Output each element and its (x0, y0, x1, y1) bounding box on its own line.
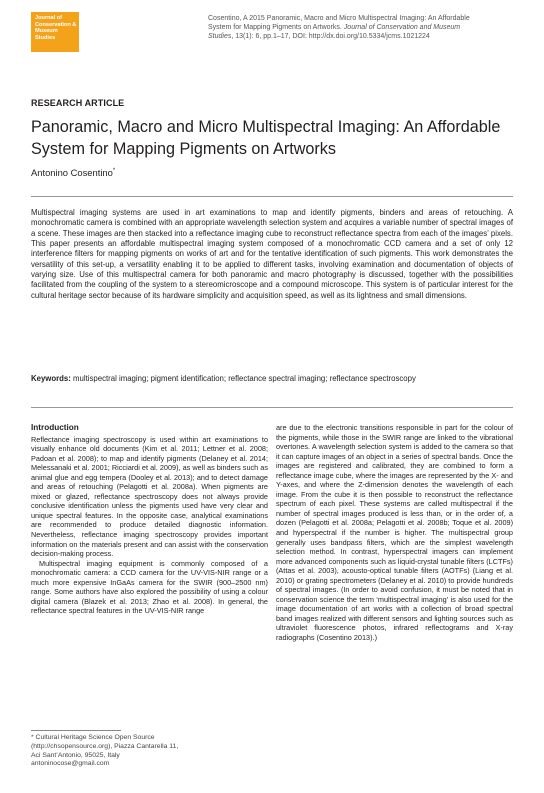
citation-doi: , 13(1): 6, pp.1–17, DOI: http://dx.doi.org/10.5334/jcms.1021224 (231, 33, 430, 41)
keywords (31, 374, 513, 384)
paragraph: Reflectance imaging spectroscopy is used within art examinations to visually enhance old documents (Kim et al. 2011; Lettner et al. 2008; Padoan et al. 2008); to map and identify pigments (Delaney et al. 2014; Melessanaki et al. 2001; Ricciardi et al. 2009), as well as binders such as animal glue and egg tempera (Dooley et al. 2013); and to detect damage and areas of retouching (Pelagotti et al. 2008a). When pigments are mixed or glazed, reflectance spectroscopy does not always provide conclusive identification unless the pigments used have very clear and unique spectral features. In the opposite case, analytical examinations are recommended to produce detailed diagnostic information. Nevertheless, reflectance imaging spectroscopy provides important information on the materials present and can assist with the conservation decision-making process. (31, 434, 268, 559)
divider-body (31, 407, 513, 408)
keywords-label: Keywords: (31, 374, 71, 383)
section-heading-introduction: Introduction (31, 423, 79, 432)
author-name: Antonino Cosentino (31, 167, 113, 178)
body-column-right (276, 423, 513, 643)
body-column-left (31, 423, 268, 616)
logo-line-2: Conservation & (35, 21, 77, 28)
article-type: RESEARCH ARTICLE (31, 98, 125, 108)
logo-line-3: Museum (35, 28, 58, 35)
author-affiliation-footnote (31, 734, 251, 769)
footnote-divider (31, 730, 121, 731)
author (31, 167, 115, 178)
article-title: Panoramic, Macro and Micro Multispectral Imaging: An Affordable System for Mapping Pigments on Artworks (31, 118, 501, 158)
citation-header (208, 14, 508, 42)
citation-journal-studies: Studies (208, 33, 232, 41)
citation-line-1: Cosentino, A 2015 Panoramic, Macro and Micro Multispectral Imaging: An Affordable (208, 15, 470, 22)
journal-logo (31, 12, 79, 52)
author-footnote-mark: * (112, 167, 116, 174)
keywords-list: multispectral imaging; pigment identification; reflectance spectral imaging; reflectance spectroscopy (73, 374, 416, 383)
paragraph: Multispectral imaging equipment is commonly composed of a monochromatic camera: a CCD camera for the UV-VIS-NIR range or a much more expensive InGaAs camera for the SWIR (900–2500 nm) range. Some authors have also explored the possibility of using a colour digital camera (Blazek et al. 2013; Zhao et al. 2008). In general, the reflectance spectral features in the UV-VIS-NIR range (31, 558, 268, 616)
paragraph: are due to the electronic transitions responsible in part for the colour of the pigments, while those in the SWIR range are linked to the vibrational overtones. A wavelength selection system is added to the camera so that it can capture images of an object in a series of spectral bands. Once the images are registered and calibrated, they are combined to form a reflectance image cube, where the images are represented by the X- and Y-axes, and where the Z-dimension denotes the wavelength of each image. From the cube it is then possible to reconstruct the reflectance spectrum of each pixel. These systems are called multispectral if the number of spectral images produced is less than, or in the order of, a dozen (Pelagotti et al. 2008a; Pelagotti et al. 2008b; Toque et al. 2009) and hyperspectral if the number is higher. The multispectral group generally uses bandpass filters, which are the simplest wavelength selection method. In contrast, hyperspectral imagers can implement more advanced components such as liquid-crystal tunable filters (LCTFs) (Attas et al. 2003), acousto-optical tunable filters (AOTFs) (Liang et al. 2010) or grating spectrometers (Delaney et al. 2010) to provide hundreds of spectral images. (In order to avoid confusion, it must be noted that in conservation science the term ‘multispectral imaging’ is also used for the image documentation of art works with a collection of broad spectral band images realized with different sensors and lighting sources such as ultraviolet fluorescence photos, infrared reflectograms and X-ray radiographs (Cosentino 2013).) (276, 423, 513, 643)
divider-top (31, 196, 513, 197)
footnote-line-3: Aci Sant’Antonio, 95025, Italy (31, 751, 120, 759)
author-email[interactable]: antoninocose@gmail.com (31, 760, 110, 768)
citation-line-2: System for Mapping Pigments on Artworks. (208, 24, 342, 32)
logo-line-1: Journal of (35, 15, 63, 21)
logo-line-4: Studies (35, 34, 56, 41)
abstract: Multispectral imaging systems are used in art examinations to map and identify pigments, binders and areas of retouching. A monochromatic camera is combined with an appropriate wavelength selection system and acquires a variable number of spectral images of a scene. These images are then stacked into a reflectance imaging cube to reconstruct reflectance spectra from each of the images’ pixels. This paper presents an affordable multispectral imaging system composed of a monochromatic CCD camera and a set of only 12 interference filters for mapping pigments on works of art and for the tentative identification of such pigments. This work demonstrates the versatility of this set-up, a versatility enabling it to be applied to different tasks, involving examination and documentation of objects of varying size. Use of this multispectral camera for both panoramic and macro photography is discussed, together with the possibilities facilitated from the coupling of the system to a stereomicroscope and a compound microscope. This system is of particular interest for the cultural heritage sector because of its hardware simplicity and acquisition speed, as well as its lightness and small dimensions. (31, 208, 513, 300)
footnote-line-1: * Cultural Heritage Science Open Source (31, 734, 155, 741)
citation-journal: Journal of Conservation and Museum (343, 24, 461, 32)
footnote-line-2: (http://chsopensource.org), Piazza Cantarella 11, (31, 742, 179, 750)
